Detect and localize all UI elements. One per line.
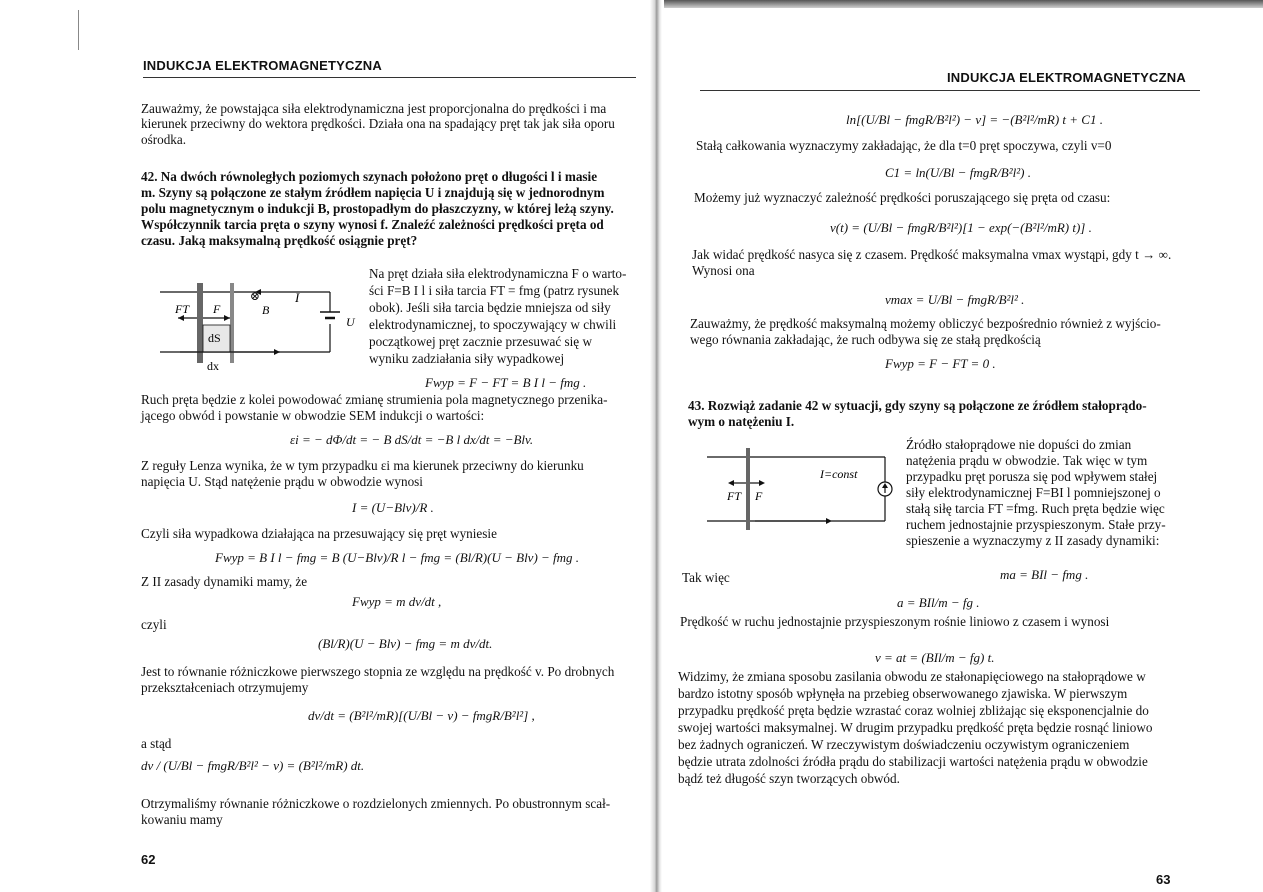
rod — [197, 283, 203, 363]
force-F-arrowhead-2 — [759, 480, 765, 486]
note-line-1: Zauważmy, że prędkość maksymalną możemy obliczyć bezpośrednio również z wyjścio- — [690, 316, 1161, 331]
diff-line-1: Jest to równanie różniczkowe pierwszego stopnia ze względu na prędkość v. Po drobnych — [141, 664, 615, 679]
current-lower-head — [274, 349, 280, 355]
velocity-line: Możemy już wyznaczyć zależność prędkości poruszającego się pręta od czasu: — [694, 190, 1111, 205]
a-stad-label: a stąd — [141, 736, 172, 751]
final-line-7: bądź też długość szyn tworzących obwód. — [678, 771, 900, 786]
equation-fwyp-1: Fwyp = F − FT = B I l − fmg . — [425, 375, 587, 390]
equation-current: I = (U−Blv)/R . — [352, 500, 434, 515]
side-text-line-1: Na pręt działa siła elektrodynamiczna F o warto- — [369, 266, 627, 281]
side-text-line-2: ści F=B I l i siła tarcia FT = fmg (patrz rysunek — [369, 283, 620, 298]
problem-43-line-1: 43. Rozwiąż zadanie 42 w sytuacji, gdy szyny są połączone ze źródłem stałoprądo- — [688, 398, 1147, 413]
final-line-2: bardzo istotny sposób wpłynęła na przebieg obserwowanego zjawiska. W pierwszym — [678, 686, 1128, 701]
intro-line-2: kierunek przeciwny do wektora prędkości. Działa ona na spadający pręt tak jak siła oporu — [141, 116, 615, 131]
final-line-3: przypadku prędkość pręta będzie wzrastać coraz wolniej zbliżając się eksponencjalnie do — [678, 703, 1149, 718]
label-I-const: I=const — [820, 467, 858, 481]
side-text-line-4: elektrodynamicznej, to spoczywający w chwili — [369, 317, 617, 332]
rod-displaced — [230, 283, 234, 363]
equation-diff-2: dv/dt = (B²l²/mR)[(U/Bl − v) − fmgR/B²l²] , — [308, 708, 535, 723]
sat-line-2: Wynosi ona — [692, 263, 755, 278]
equation-vmax: vmax = U/Bl − fmgR/B²l² . — [885, 292, 1025, 307]
end-line-2: kowaniu mamy — [141, 812, 223, 827]
side-text-2-line-1: Źródło stałoprądowe nie dopuści do zmian — [906, 437, 1132, 452]
lenz-line-2: napięcia U. Stąd natężenie prądu w obwodzie wynosi — [141, 474, 423, 489]
force-line: Czyli siła wypadkowa działająca na przesuwający się pręt wyniesie — [141, 526, 497, 541]
czyli-label: czyli — [141, 617, 167, 632]
left-page-header: INDUKCJA ELEKTROMAGNETYCZNA — [143, 58, 382, 73]
page-number-right: 63 — [1156, 872, 1171, 887]
equation-newton: Fwyp = m dv/dt , — [352, 594, 442, 609]
label-FT-2: FT — [727, 489, 742, 503]
friction-arrowhead-2 — [728, 480, 734, 486]
side-text-2-line-3: przypadku pręt porusza się pod wpływem stałej — [906, 469, 1158, 484]
equation-fwyp-2: Fwyp = B I l − fmg = B (U−Blv)/R l − fmg = (Bl/R)(U − Blv) − fmg . — [215, 550, 580, 565]
binding-mark — [78, 10, 79, 50]
equation-diff: (Bl/R)(U − Blv) − fmg = m dv/dt. — [318, 636, 493, 651]
b-field-symbol: ⊗ — [250, 289, 261, 303]
label-B: B — [262, 303, 270, 317]
side-text-line-6: wyniku zadziałania siły wypadkowej — [369, 351, 565, 366]
equation-ma: ma = BIl − fmg . — [1000, 567, 1089, 582]
header-rule-right — [700, 90, 1200, 91]
intro-line-3: ośrodka. — [141, 132, 187, 147]
equation-fwyp-0: Fwyp = F − FT = 0 . — [885, 356, 996, 371]
side-text-2-line-4: siły elektrodynamicznej F=BI l pomniejszonej o — [906, 485, 1161, 500]
right-page-header: INDUKCJA ELEKTROMAGNETYCZNA — [947, 70, 1186, 85]
label-dS: dS — [208, 331, 221, 345]
side-text-2-line-7: spieszenie a wyznaczymy z II zasady dynamiki: — [906, 533, 1160, 548]
problem-42-line-3: polu magnetycznym o indukcji B, prostopadłym do płaszczyzny, w której leżą szyny. — [141, 201, 614, 216]
const-line: Stałą całkowania wyznaczymy zakładając, że dla t=0 pręt spoczywa, czyli v=0 — [696, 138, 1112, 153]
label-U: U — [346, 315, 355, 329]
diff-line-2: przekształceniach otrzymujemy — [141, 680, 309, 695]
side-text-2-line-2: natężenia prądu w obwodzie. Tak więc w tym — [906, 453, 1148, 468]
equation-vt: v(t) = (U/Bl − fmgR/B²l²)[1 − exp(−(B²l²/mR) t)] . — [830, 220, 1092, 235]
problem-42-line-4: Współczynnik tarcia pręta o szyny wynosi f. Znaleźć zależności prędkości pręta od — [141, 217, 604, 232]
final-line-1: Widzimy, że zmiana sposobu zasilania obwodu ze stałonapięciowego na stałoprądowe w — [678, 669, 1146, 684]
current-lower-head-2 — [826, 518, 832, 524]
label-F: F — [213, 302, 221, 316]
end-line-1: Otrzymaliśmy równanie różniczkowe o rozdzielonych zmiennych. Po obustronnym scał- — [141, 796, 611, 811]
problem-43-line-2: wym o natężeniu I. — [688, 414, 795, 429]
side-text-2-line-6: ruchem jednostajnie przyspieszonym. Stałe przy- — [906, 517, 1166, 532]
rail-circuit-diagram — [150, 280, 365, 375]
tak-wiec-label: Tak więc — [682, 570, 730, 585]
label-F-2: F — [755, 489, 763, 503]
equation-a: a = BIl/m − fg . — [897, 595, 980, 610]
equation-vat: v = at = (BIl/m − fg) t. — [875, 650, 995, 665]
motion-line-1: Ruch pręta będzie z kolei powodować zmianę strumienia pola magnetycznego przenika- — [141, 392, 608, 407]
lenz-line-1: Z reguły Lenza wynika, że w tym przypadku εi ma kierunek przeciwny do kierunku — [141, 458, 584, 473]
rod-2 — [746, 448, 750, 530]
newton-line: Z II zasady dynamiki mamy, że — [141, 574, 308, 589]
note-line-2: wego równania zakładając, że ruch odbywa się ze stałą prędkością — [690, 332, 1041, 347]
final-line-4: swojej wartości maksymalnej. W drugim przypadku prędkość pręta będzie rosnąć liniowo — [678, 720, 1153, 735]
page-number-left: 62 — [141, 852, 156, 867]
equation-c1: C1 = ln(U/Bl − fmgR/B²l²) . — [885, 165, 1031, 180]
sat-line-1: Jak widać prędkość nasyca się z czasem. Prędkość maksymalna vmax wystąpi, gdy t → ∞. — [692, 247, 1172, 262]
equation-ln: ln[(U/Bl − fmgR/B²l²) − v] = −(B²l²/mR) t + C1 . — [846, 112, 1103, 127]
label-FT: FT — [175, 302, 190, 316]
intro-line-1: Zauważmy, że powstająca siła elektrodynamiczna jest proporcjonalna do prędkości i ma — [141, 101, 607, 116]
force-F-arrowhead — [224, 315, 230, 321]
uniform-line: Prędkość w ruchu jednostajnie przyspieszonym rośnie liniowo z czasem i wynosi — [680, 614, 1110, 629]
equation-emf: εi = − dΦ/dt = − B dS/dt = −B l dx/dt = −Blv. — [290, 432, 534, 447]
problem-42-line-1: 42. Na dwóch równoległych poziomych szynach położono pręt o długości l i masie — [141, 169, 598, 184]
label-dx: dx — [207, 359, 219, 373]
side-text-line-5: początkowej pręt zacznie przesuwać się w — [369, 334, 592, 349]
right-page — [660, 0, 1263, 892]
side-text-line-3: obok). Jeśli siła tarcia będzie mniejsza od siły — [369, 300, 611, 315]
final-line-6: będzie utrata zdolności źródła prądu do stabilizacji wartości natężenia prądu w obwodzie — [678, 754, 1148, 769]
problem-42-line-5: czasu. Jaką maksymalną prędkość osiągnie pręt? — [141, 233, 418, 248]
side-text-2-line-5: stałą siłę tarcia FT =fmg. Ruch pręta będzie więc — [906, 501, 1165, 516]
problem-42-line-2: m. Szyny są połączone ze stałym źródłem napięcia U i znajdują się w jednorodnym — [141, 185, 605, 200]
motion-line-2: jącego obwód i powstanie w obwodzie SEM indukcji o wartości: — [141, 408, 485, 423]
header-rule — [143, 77, 636, 78]
current-source-diagram — [705, 445, 895, 530]
final-line-5: bez żadnych ograniczeń. W rzeczywistym doświadczeniu oczywistym ograniczeniem — [678, 737, 1130, 752]
label-I: I — [295, 290, 300, 305]
equation-separated: dv / (U/Bl − fmgR/B²l² − v) = (B²l²/mR) dt. — [141, 758, 365, 773]
